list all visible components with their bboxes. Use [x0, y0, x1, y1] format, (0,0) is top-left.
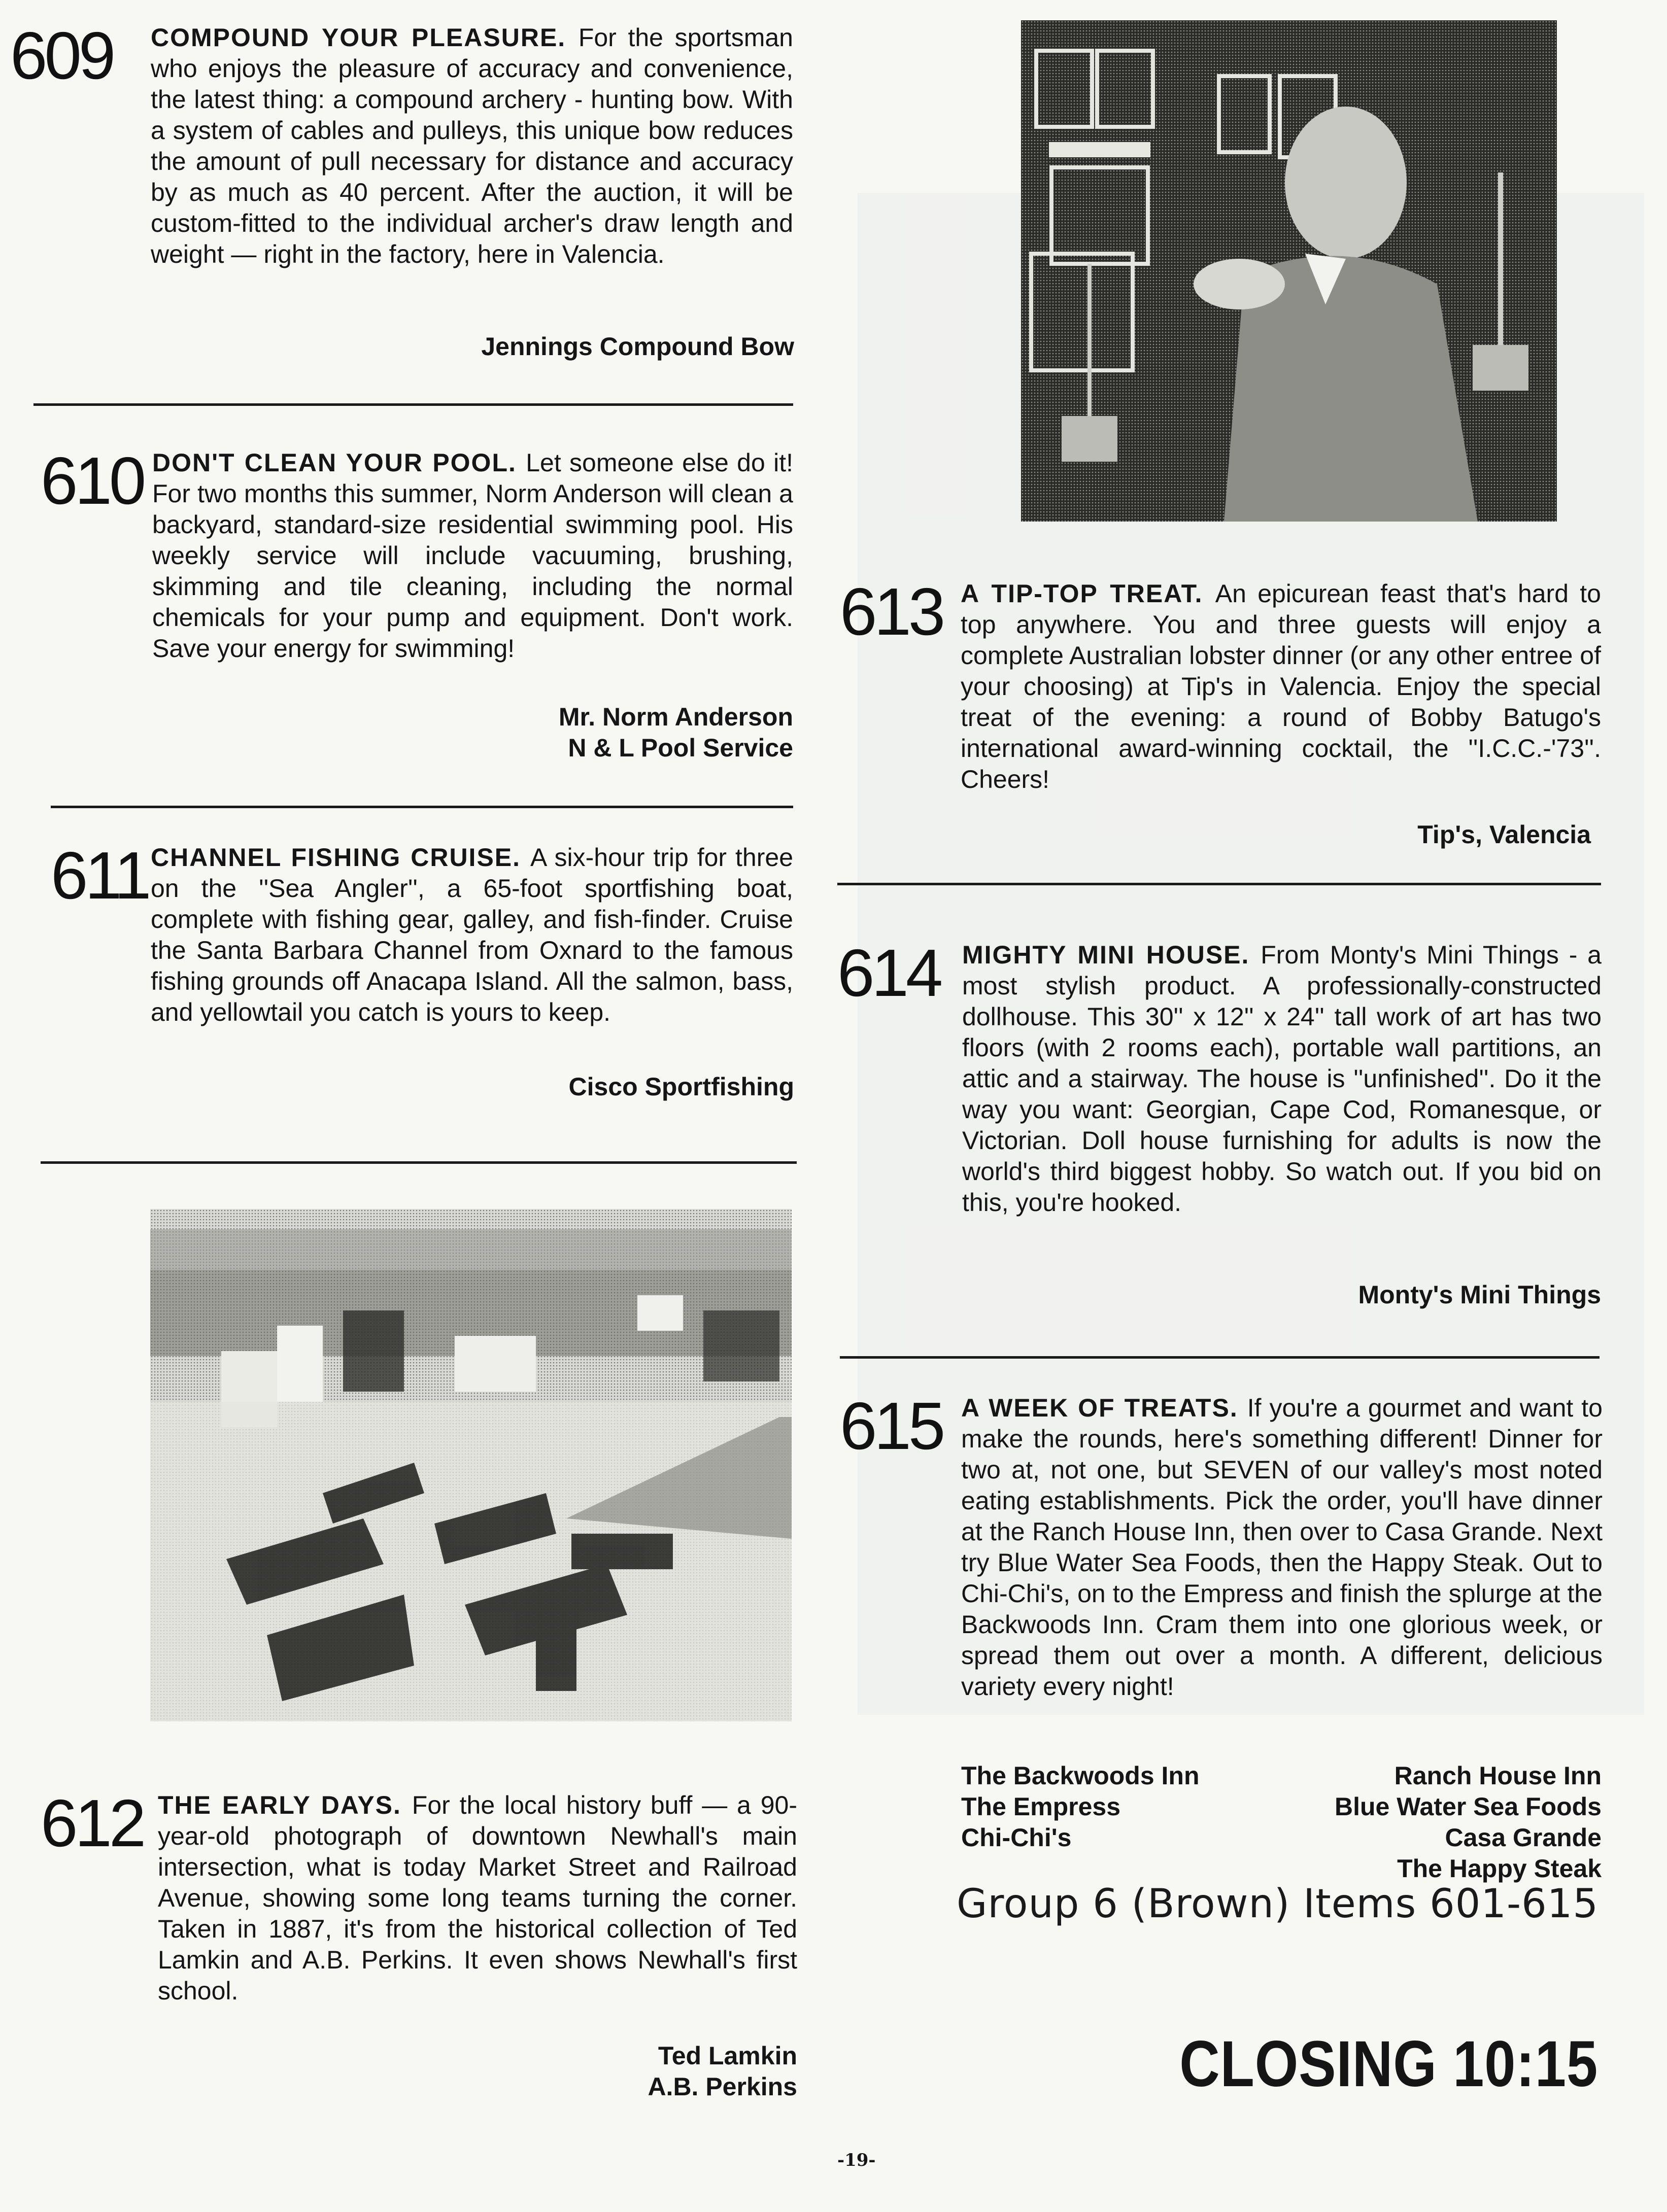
- item-title: MIGHTY MINI HOUSE.: [962, 941, 1261, 969]
- item-text: For the local history buff — a 90-year-old photograph of downtown Newhall's main intersection, what is today Market Street and Railroad Avenue, showing some long teams turning the corner. Taken in 1887, it's from the historical collection of Ted Lamkin and A.B. Perkins. It even shows Newhall's first school.: [158, 1791, 797, 2005]
- donor-name: Jennings Compound Bow: [481, 332, 794, 361]
- divider: [51, 806, 793, 808]
- item-donor: [559, 702, 793, 764]
- item-donor: [569, 1072, 794, 1102]
- item-description: [961, 1393, 1603, 1702]
- donor-name: Blue Water Sea Foods: [1334, 1792, 1602, 1821]
- item-title: THE EARLY DAYS.: [158, 1791, 412, 1819]
- donor-name: Monty's Mini Things: [1358, 1281, 1601, 1309]
- bartender-photo-image: [1021, 20, 1557, 522]
- item-number: 611: [51, 838, 149, 913]
- item-number: 613: [840, 574, 943, 649]
- donor-name: Cisco Sportfishing: [568, 1073, 794, 1101]
- item-donor: [1358, 1280, 1601, 1310]
- donor-name: The Empress: [961, 1792, 1121, 1821]
- donor-name: The Backwoods Inn: [961, 1761, 1200, 1790]
- item-title: A TIP-TOP TREAT.: [961, 579, 1215, 608]
- donor-name: Chi-Chi's: [961, 1823, 1072, 1852]
- early-days-photo: [150, 1209, 792, 1721]
- donor-name: Ranch House Inn: [1394, 1761, 1602, 1790]
- item-description: [158, 1790, 797, 2007]
- item-number: 609: [10, 18, 113, 93]
- donor-column-left: [961, 1760, 1200, 1853]
- page-number: -19-: [837, 2150, 876, 2170]
- divider: [840, 1356, 1600, 1359]
- item-title: A WEEK OF TREATS.: [961, 1394, 1247, 1422]
- item-text: A six-hour trip for three on the ''Sea Angler'', a 65-foot sportfishing boat, complete with fishing gear, galley, and fish-finder. Cruise the Santa Barbara Channel from Oxnard to the famous fishing grounds off Anacapa Island. All the salmon, bass, and yellowtail you catch is yours to keep.: [151, 843, 793, 1026]
- item-donor: [1417, 819, 1591, 850]
- early-days-photo-image: [150, 1209, 792, 1721]
- item-title: CHANNEL FISHING CRUISE.: [151, 843, 530, 872]
- donor-name: Tip's, Valencia: [1417, 820, 1591, 849]
- item-text: If you're a gourmet and want to make the rounds, here's something different! Dinner for two at, not one, but SEVEN of our valley's most noted eating establishments. Pick the order, you'll have dinner at the Ranch House Inn, then over to Casa Grande. Next try Blue Water Sea Foods, then the Happy Steak. Out to Chi-Chi's, on to the Empress and finish the splurge at the Backwoods Inn. Cram them into one glorious week, or spread them out over a month. A different, delicious variety every night!: [961, 1394, 1603, 1701]
- item-number: 614: [837, 936, 940, 1010]
- item-text: For the sportsman who enjoys the pleasure of accuracy and convenience, the latest thing: a compound archery - hunting bow. With a system of cables and pulleys, this unique bow reduces the amount of pull necessary for distance and accuracy by as much as 40 percent. After the auction, it will be custom-fitted to the individual archer's draw length and weight — right in the factory, here in Valencia.: [151, 23, 793, 268]
- item-number: 615: [840, 1389, 943, 1463]
- item-description: [962, 940, 1602, 1218]
- item-description: [151, 842, 793, 1028]
- bartender-photo: [1021, 20, 1557, 522]
- item-title: COMPOUND YOUR PLEASURE.: [151, 23, 579, 52]
- divider: [837, 883, 1601, 885]
- donor-name: A.B. Perkins: [648, 2072, 797, 2101]
- item-text: An epicurean feast that's hard to top anywhere. You and three guests will enjoy a complete Australian lobster dinner (or any other entree of your choosing) at Tip's in Valencia. Enjoy the special treat of the evening: a round of Bobby Batugo's international award-winning cocktail, the ''I.C.C.-'73''. Cheers!: [961, 579, 1601, 793]
- donor-name: N & L Pool Service: [568, 734, 793, 762]
- donor-name: Ted Lamkin: [658, 2042, 797, 2070]
- item-donor: [481, 331, 794, 362]
- item-number: 610: [41, 443, 144, 518]
- donor-name: Casa Grande: [1445, 1823, 1602, 1852]
- item-description: [151, 22, 793, 270]
- donor-column-right: [1335, 1760, 1602, 1884]
- item-text: From Monty's Mini Things - a most stylish product. A professionally-constructed dollhouse. This 30'' x 12'' x 24'' tall work of art has two floors (with 2 rooms each), portable wall partitions, an attic and a stairway. The house is ''unfinished''. Do it the way you want: Georgian, Cape Cod, Romanesque, or Victorian. Doll house furnishing for adults is now the world's third biggest hobby. So watch out. If you bid on this, you're hooked.: [962, 941, 1602, 1217]
- item-number: 612: [41, 1786, 144, 1860]
- item-description: [152, 447, 793, 664]
- divider: [33, 403, 793, 406]
- item-donor: [648, 2041, 797, 2102]
- item-description: [961, 578, 1601, 795]
- item-title: DON'T CLEAN YOUR POOL.: [152, 448, 526, 477]
- item-text: Let someone else do it! For two months this summer, Norm Anderson will clean a backyard, standard-size residential swimming pool. His weekly service will include vacuuming, brushing, skimming and tile cleaning, including the normal chemicals for your pump and equipment. Don't work. Save your energy for swimming!: [152, 448, 793, 663]
- closing-time: CLOSING 10:15: [1179, 2028, 1598, 2100]
- restaurant-donors: [961, 1760, 1602, 1892]
- group-label: Group 6 (Brown) Items 601-615: [956, 1881, 1598, 1927]
- divider: [41, 1161, 797, 1164]
- donor-name: The Happy Steak: [1397, 1854, 1602, 1883]
- donor-name: Mr. Norm Anderson: [558, 703, 793, 731]
